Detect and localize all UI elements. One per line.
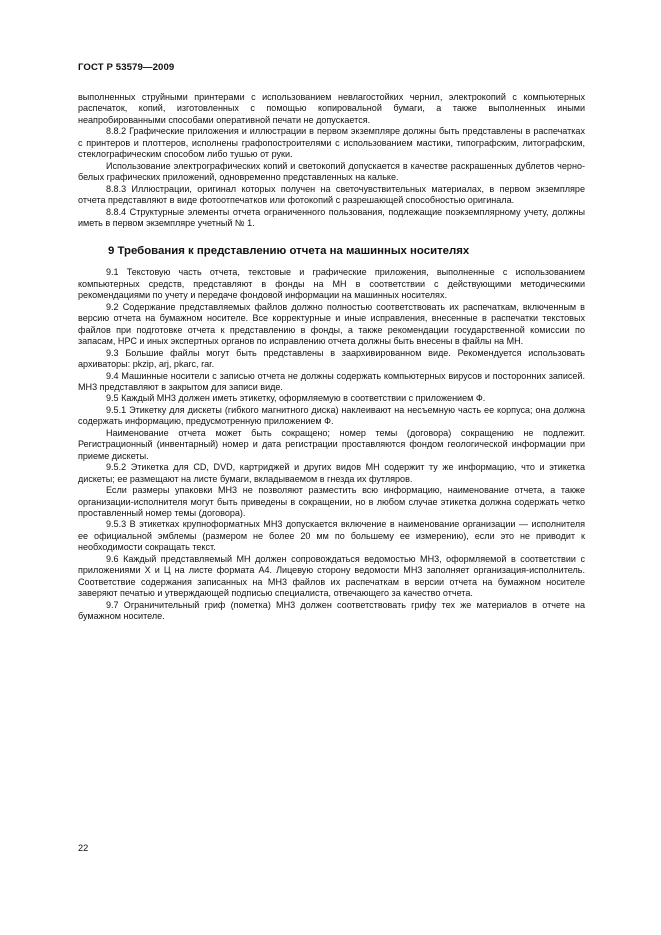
paragraph: выполненных струйными принтерами с использованием невлагостойких чернил, электрокопий с компьютерных распечаток, копий, изготовленных с помощью копировальной бумаги, а также выполненных иными неапробированными способами оперативной печати не допускается. [78, 92, 585, 125]
document-header: ГОСТ Р 53579—2009 [78, 62, 175, 73]
section-title: 9 Требования к представлению отчета на машинных носителях [108, 245, 470, 258]
paragraph: 8.8.4 Структурные элементы отчета ограниченного пользования, подлежащие поэкземплярному учету, должны иметь в первом экземпляре учетный № 1. [78, 206, 585, 228]
paragraph: 9.5 Каждый МН3 должен иметь этикетку, оформляемую в соответствии с приложением Ф. [106, 393, 486, 404]
paragraph: Наименование отчета может быть сокращено; номер темы (договора) сокращению не подлежит. Регистрационный (инвентарный) номер и дата регистрации проставляются фондом геологической информации при приеме дискеты. [78, 427, 585, 461]
paragraph: 9.2 Содержание представляемых файлов должно полностью соответствовать их распечаткам, включенным в версию отчета на бумажном носителе. Все корректурные и иные исправления, внесенные в распечатки текстовых файлов при подготовке отчета к представлению в фонды, а также рекомендации государственной комиссии по запасам, НРС и иных экспертных органов по исправлению отчета должны быть внесены в файлы на МН. [78, 301, 585, 347]
paragraph: 9.3 Большие файлы могут быть представлены в заархивированном виде. Рекомендуется использовать архиваторы: pkzip, arj, pkarc, rar. [78, 347, 585, 370]
paragraph: 8.8.3 Иллюстрации, оригинал которых получен на светочувствительных материалах, в первом экземпляре отчета представляют в виде фотоотпечатков или фотокопий с разрешающей способностью оригинала. [78, 183, 585, 206]
paragraph: 9.5.3 В этикетках крупноформатных МН3 допускается включение в наименование организации — исполнителя ее официальной эмблемы (размером не более 20 мм по большему ее измерению), если это не приводит к необходимости сокращать текст. [78, 519, 585, 553]
paragraphs-before-section [78, 92, 585, 229]
document-body [78, 92, 585, 622]
paragraph: 9.5.2 Этикетка для CD, DVD, картриджей и других видов МН содержит ту же информацию, что и этикетка дискеты; ее размещают на листе бумаги, вкладываемом в гнезда их футляров. [78, 462, 585, 484]
paragraph: 9.1 Текстовую часть отчета, текстовые и графические приложения, выполненные с использованием компьютерных средств, представляют в фонды на МН в соответствии с действующими методическими рекомендациями по учету и передаче фондовой информации на машинных носителях. [78, 267, 585, 301]
paragraph: 9.5.1 Этикетку для дискеты (гибкого магнитного диска) наклеивают на несъемную часть ее корпуса; она должна содержать информацию, предусмотренную приложением Ф. [78, 404, 585, 427]
paragraph: Использование электрографических копий и светокопий допускается в качестве раскрашенных дублетов черно-белых графических приложений, одновременно представленных на кальке. [78, 160, 585, 183]
paragraph: 9.6 Каждый представляемый МН должен сопровождаться ведомостью МН3, оформляемой в соответствии с приложениями Х и Ц на листе формата А4. Лицевую сторону ведомости МН3 заполняет организация-исполнитель. Соответствие содержания записанных на МН3 файлов их распечаткам в версии отчета на бумажном носителе заверяют печатью и утверждающей подписью специалиста, отвечающего за качество отчета. [78, 553, 585, 599]
paragraph: 8.8.2 Графические приложения и иллюстрации в первом экземпляре должны быть представлены в распечатках с принтеров и плоттеров, исполнены графопостроителями с использованием мастики, типографским, литографским, стеклографическим способом либо тушью от руки. [78, 126, 585, 160]
paragraph: 9.4 Машинные носители с записью отчета не должны содержать компьютерных вирусов и посторонних записей. МН3 представляют в закрытом для записи виде. [78, 370, 585, 392]
page-number: 22 [78, 843, 89, 853]
paragraph: Если размеры упаковки МН3 не позволяют разместить всю информацию, наименование отчета, а также организации-исполнителя могут быть приведены в сокращении, но в любом случае этикетка должна содержать четко проставленный номер темы (договора). [78, 485, 585, 518]
paragraph: 9.7 Ограничительный гриф (пометка) МН3 должен соответствовать грифу тех же материалов в отчете на бумажном носителе. [78, 599, 585, 622]
paragraphs-after-section [78, 267, 585, 622]
